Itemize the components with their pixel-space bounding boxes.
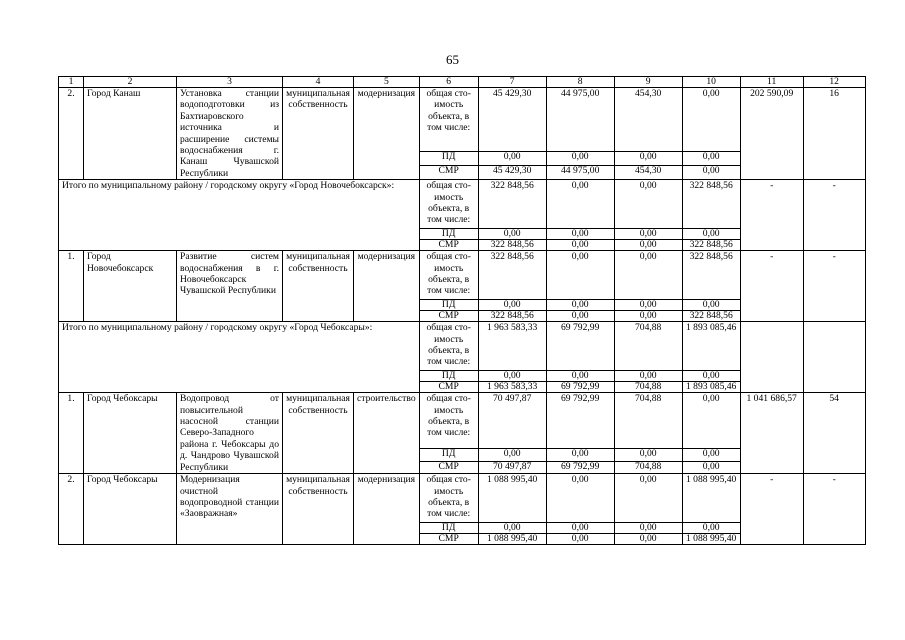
smr-value: 322 848,56: [478, 311, 546, 322]
column-12-value: 54: [803, 393, 865, 474]
column-number-row: [59, 77, 866, 88]
cost-label-pd: ПД: [419, 229, 478, 240]
smr-value: 0,00: [682, 461, 740, 474]
column-12-value: -: [803, 251, 865, 322]
column-number: 1: [59, 77, 84, 88]
row-number: 2.: [59, 474, 84, 545]
investment-table: [58, 76, 866, 545]
pd-value: 0,00: [614, 449, 682, 462]
pd-value: 0,00: [682, 151, 740, 165]
smr-value: 69 792,99: [546, 461, 614, 474]
table-row: [59, 393, 866, 449]
smr-value: 1 893 085,46: [682, 382, 740, 393]
column-number: 12: [803, 77, 865, 88]
column-number: 10: [682, 77, 740, 88]
pd-value: 0,00: [478, 151, 546, 165]
pd-value: 0,00: [614, 523, 682, 534]
object-name: Установка станции водоподготовки из Бахтиаровского источника и расширение системы водоснабжения г. Канаш Чувашской Республики: [177, 88, 283, 180]
cost-label-total: общая сто- имость объекта, в том числе:: [419, 393, 478, 449]
pd-value: 0,00: [478, 229, 546, 240]
row-number: 2.: [59, 88, 84, 180]
total-value: 0,00: [546, 251, 614, 300]
total-value: 704,88: [614, 393, 682, 449]
cost-label-total: общая сто- имость объекта, в том числе:: [419, 180, 478, 229]
column-11-value: -: [740, 180, 803, 251]
work-type: модернизация: [354, 251, 420, 322]
work-type: модернизация: [354, 474, 420, 545]
column-number: 6: [419, 77, 478, 88]
total-value: 44 975,00: [546, 88, 614, 152]
pd-value: 0,00: [614, 300, 682, 311]
cost-label-smr: СМР: [419, 461, 478, 474]
row-number: 1.: [59, 393, 84, 474]
smr-value: 0,00: [546, 311, 614, 322]
pd-value: 0,00: [682, 300, 740, 311]
city-name: Город Новочебоксарск: [84, 251, 177, 322]
column-number: 8: [546, 77, 614, 88]
cost-label-smr: СМР: [419, 165, 478, 179]
total-value: 0,00: [546, 474, 614, 523]
column-11-value: 1 041 686,57: [740, 393, 803, 474]
smr-value: 1 088 995,40: [478, 534, 546, 545]
smr-value: 0,00: [614, 240, 682, 251]
total-value: 0,00: [614, 180, 682, 229]
cost-label-smr: СМР: [419, 311, 478, 322]
table-row: [59, 251, 866, 300]
pd-value: 0,00: [682, 371, 740, 382]
pd-value: 0,00: [546, 229, 614, 240]
cost-label-pd: ПД: [419, 151, 478, 165]
subtotal-label: Итого по муниципальному району / городскому округу «Город Чебоксары»:: [59, 322, 420, 393]
smr-value: 322 848,56: [682, 240, 740, 251]
total-value: 322 848,56: [478, 251, 546, 300]
row-number: 1.: [59, 251, 84, 322]
cost-label-pd: ПД: [419, 300, 478, 311]
pd-value: 0,00: [682, 523, 740, 534]
total-value: 454,30: [614, 88, 682, 152]
table-row: [59, 322, 866, 371]
cost-label-total: общая сто- имость объекта, в том числе:: [419, 474, 478, 523]
ownership-type: муниципальная собственность: [283, 393, 354, 474]
column-number: 7: [478, 77, 546, 88]
pd-value: 0,00: [614, 229, 682, 240]
total-value: 322 848,56: [478, 180, 546, 229]
pd-value: 0,00: [614, 371, 682, 382]
pd-value: 0,00: [546, 449, 614, 462]
pd-value: 0,00: [614, 151, 682, 165]
cost-label-total: общая сто- имость объекта, в том числе:: [419, 88, 478, 152]
column-11-value: -: [740, 251, 803, 322]
work-type: строительство: [354, 393, 420, 474]
column-number: 2: [84, 77, 177, 88]
smr-value: 69 792,99: [546, 382, 614, 393]
smr-value: 704,88: [614, 382, 682, 393]
smr-value: 45 429,30: [478, 165, 546, 179]
total-value: 322 848,56: [682, 180, 740, 229]
table-row: [59, 88, 866, 152]
cost-label-smr: СМР: [419, 240, 478, 251]
cost-label-pd: ПД: [419, 449, 478, 462]
cost-label-smr: СМР: [419, 382, 478, 393]
smr-value: 44 975,00: [546, 165, 614, 179]
column-11-value: -: [740, 474, 803, 545]
column-number: 4: [283, 77, 354, 88]
smr-value: 0,00: [614, 534, 682, 545]
total-value: 0,00: [682, 88, 740, 152]
total-value: 69 792,99: [546, 393, 614, 449]
pd-value: 0,00: [478, 523, 546, 534]
total-value: 0,00: [682, 393, 740, 449]
column-12-value: -: [803, 180, 865, 251]
column-number: 11: [740, 77, 803, 88]
smr-value: 322 848,56: [682, 311, 740, 322]
pd-value: 0,00: [546, 300, 614, 311]
total-value: 69 792,99: [546, 322, 614, 371]
ownership-type: муниципальная собственность: [283, 88, 354, 180]
total-value: 45 429,30: [478, 88, 546, 152]
total-value: 1 893 085,46: [682, 322, 740, 371]
object-name: Водопровод от повысительной насосной станции Северо-Западного района г. Чебоксары до д. Чандрово Чувашской Республики: [177, 393, 283, 474]
total-value: 0,00: [614, 474, 682, 523]
pd-value: 0,00: [546, 371, 614, 382]
smr-value: 704,88: [614, 461, 682, 474]
smr-value: 1 088 995,40: [682, 534, 740, 545]
smr-value: 0,00: [614, 311, 682, 322]
pd-value: 0,00: [478, 300, 546, 311]
pd-value: 0,00: [546, 523, 614, 534]
cost-label-pd: ПД: [419, 523, 478, 534]
subtotal-label: Итого по муниципальному району / городскому округу «Город Новочебоксарск»:: [59, 180, 420, 251]
cost-label-total: общая сто- имость объекта, в том числе:: [419, 251, 478, 300]
city-name: Город Чебоксары: [84, 474, 177, 545]
city-name: Город Канаш: [84, 88, 177, 180]
smr-value: 0,00: [682, 165, 740, 179]
table-row: [59, 180, 866, 229]
smr-value: 70 497,87: [478, 461, 546, 474]
column-12-value: [803, 322, 865, 393]
ownership-type: муниципальная собственность: [283, 251, 354, 322]
smr-value: 322 848,56: [478, 240, 546, 251]
smr-value: 0,00: [546, 534, 614, 545]
column-number: 5: [354, 77, 420, 88]
column-12-value: 16: [803, 88, 865, 180]
work-type: модернизация: [354, 88, 420, 180]
total-value: 1 963 583,33: [478, 322, 546, 371]
total-value: 704,88: [614, 322, 682, 371]
column-number: 3: [177, 77, 283, 88]
table-row: [59, 474, 866, 523]
cost-label-total: общая сто- имость объекта, в том числе:: [419, 322, 478, 371]
cost-label-smr: СМР: [419, 534, 478, 545]
total-value: 322 848,56: [682, 251, 740, 300]
pd-value: 0,00: [682, 229, 740, 240]
pd-value: 0,00: [546, 151, 614, 165]
total-value: 0,00: [546, 180, 614, 229]
page-number: 65: [446, 52, 459, 67]
pd-value: 0,00: [682, 449, 740, 462]
column-number: 9: [614, 77, 682, 88]
pd-value: 0,00: [478, 449, 546, 462]
total-value: 70 497,87: [478, 393, 546, 449]
smr-value: 454,30: [614, 165, 682, 179]
column-11-value: 202 590,09: [740, 88, 803, 180]
column-12-value: -: [803, 474, 865, 545]
object-name: Развитие систем водоснабжения в г. Новочебоксарск Чувашской Республики: [177, 251, 283, 322]
ownership-type: муниципальная собственность: [283, 474, 354, 545]
smr-value: 1 963 583,33: [478, 382, 546, 393]
total-value: 1 088 995,40: [682, 474, 740, 523]
column-11-value: [740, 322, 803, 393]
cost-label-pd: ПД: [419, 371, 478, 382]
object-name: Модернизация очистной водопроводной станции «Заовражная»: [177, 474, 283, 545]
city-name: Город Чебоксары: [84, 393, 177, 474]
pd-value: 0,00: [478, 371, 546, 382]
total-value: 0,00: [614, 251, 682, 300]
smr-value: 0,00: [546, 240, 614, 251]
total-value: 1 088 995,40: [478, 474, 546, 523]
